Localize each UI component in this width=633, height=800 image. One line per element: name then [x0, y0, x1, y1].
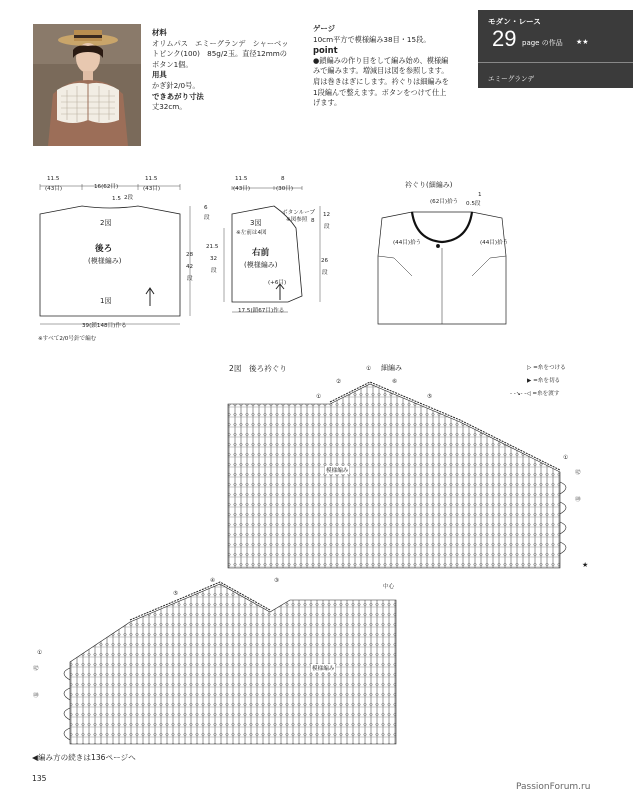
- collar-title: 衿ぐり(細編み): [405, 181, 453, 189]
- front-title: 右前: [252, 248, 270, 258]
- collar-center: (62目)拾う: [430, 199, 459, 205]
- gauge-point-block: [313, 24, 473, 109]
- point-line-2: みで編みます。増減目は図を参照します。: [313, 66, 449, 76]
- back-right-6-row: 段: [204, 215, 210, 221]
- legend-attach: ▷ =糸をつける: [527, 365, 566, 371]
- front-left-32: 32: [210, 256, 218, 262]
- front-increase: (+6目): [268, 280, 287, 286]
- banner-number: 29: [492, 26, 517, 51]
- point-line-1: ●鎖編みの作り目をして編み始め、模様編: [313, 55, 449, 65]
- chart-mark-7: ㊷: [575, 470, 581, 476]
- front-right-26-row: 段: [322, 270, 328, 276]
- front-dim-left-st: (43目): [233, 186, 251, 192]
- chart-low-mark-2: ④: [210, 578, 216, 584]
- banner-category: モダン・レース: [488, 17, 541, 26]
- banner-yarn: エミーグランデ: [488, 75, 535, 83]
- gauge-line: 10cm平方で模様編み38目・15段。: [313, 34, 431, 44]
- legend-attach-text: =糸をつける: [533, 365, 566, 371]
- point-line-5: げます。: [313, 98, 342, 108]
- gauge-heading: ゲージ: [313, 24, 336, 33]
- front-bottom-dim: 17.5(鎖67目)作る: [238, 308, 285, 314]
- tools-line: かぎ針2/0号。: [152, 80, 200, 90]
- chart-lower-pattern: 模様編み: [312, 666, 335, 672]
- chart-mark-4: ①: [316, 394, 322, 400]
- chart-low-mark-4: ①: [37, 650, 43, 656]
- materials-line-2: トピンク(100) 85g/2玉。直径12mmの: [152, 49, 287, 59]
- chart-mark-3: ⑥: [392, 379, 398, 385]
- chart-upper: [220, 372, 580, 572]
- front-right-8: 8: [311, 218, 315, 224]
- point-line-3: 肩は巻きはぎにします。衿ぐりは細編みを: [313, 76, 449, 86]
- front-left-32-row: 段: [211, 268, 217, 274]
- point-line-4: 1段編んで整えます。ボタンをつけて仕上: [313, 87, 447, 97]
- chart-mark-8: ㊵: [575, 497, 581, 503]
- back-dim-right-st: (43目): [143, 186, 161, 192]
- banner-page-text: page の作品: [522, 39, 563, 47]
- front-schematic: [216, 176, 336, 326]
- front-right-26: 26: [321, 258, 329, 264]
- button-loop-label: ボタンループ: [282, 210, 316, 216]
- button-loop-ref: ※図参照: [286, 217, 308, 223]
- back-dim-right: 11.5: [145, 176, 158, 182]
- needle-note: ※すべて2/0号針で編む: [38, 336, 97, 342]
- front-dim-center: 8: [281, 176, 285, 182]
- chart-low-mark-5: ㊷: [33, 666, 39, 672]
- back-bottom-dim: 39(鎖148目)作る: [82, 323, 127, 329]
- size-heading: できあがり寸法: [152, 91, 204, 101]
- front-dim-center-st: (30目): [276, 186, 294, 192]
- collar-dim-1: 1: [478, 192, 482, 198]
- back-shoulder-cm: 1.5: [112, 196, 121, 202]
- legend-cut-text: =糸を切る: [533, 378, 561, 384]
- back-right-42: 42: [186, 264, 194, 270]
- collar-schematic: [372, 196, 512, 326]
- chart-title: 2図 後ろ衿ぐり: [229, 364, 287, 373]
- legend-carry-text: =糸を渡す: [532, 391, 560, 397]
- size-line: 丈32cm。: [152, 102, 187, 112]
- back-title: 後ろ: [95, 244, 113, 254]
- tools-heading: 用具: [152, 70, 167, 80]
- back-fig-bottom: 1図: [100, 297, 112, 305]
- chart-mark-2: ①: [366, 366, 372, 372]
- back-right-6: 6: [204, 205, 208, 211]
- section-banner: [478, 10, 633, 88]
- back-dim-left-st: (43目): [45, 186, 63, 192]
- materials-heading: 材料: [152, 28, 167, 37]
- collar-dim-2: 0.5段: [466, 201, 481, 207]
- chart-low-mark-1: ⑤: [173, 591, 179, 597]
- chart-upper-pattern: 模様編み: [326, 468, 349, 474]
- materials-block: [152, 28, 312, 113]
- legend-cut: ▶ =糸を切る: [527, 378, 561, 384]
- page-number: 135: [32, 774, 47, 783]
- chart-mark-5: ⑤: [427, 394, 433, 400]
- model-photo: [33, 24, 141, 146]
- back-shoulder-rows: 2段: [124, 195, 134, 201]
- back-dim-left: 11.5: [47, 176, 60, 182]
- banner-stars: ★★: [576, 38, 589, 46]
- front-subtitle: (模様編み): [244, 261, 278, 269]
- chart-star: ★: [582, 561, 589, 569]
- continuation-note: ◀編み方の続きは136ページへ: [32, 753, 136, 762]
- front-dim-left: 11.5: [235, 176, 248, 182]
- front-right-12: 12: [323, 212, 331, 218]
- materials-line-1: オリムパス エミーグランデ シャーベッ: [152, 38, 289, 48]
- chart-mark-6: ①: [563, 455, 569, 461]
- front-right-12-row: 段: [324, 224, 330, 230]
- collar-left: (44目)拾う: [393, 240, 422, 246]
- chart-mark-1: ②: [336, 379, 342, 385]
- back-right-28: 28: [186, 252, 194, 258]
- front-left-215: 21.5: [206, 244, 219, 250]
- collar-right: (44目)拾う: [480, 240, 509, 246]
- chart-low-mark-6: ㊵: [33, 693, 39, 699]
- chart-lower: [50, 572, 410, 752]
- legend-carry: - -↘- -◁ =糸を渡す: [510, 391, 560, 397]
- materials-line-3: ボタン1個。: [152, 59, 193, 69]
- watermark: PassionForum.ru: [516, 782, 591, 792]
- banner-divider: [478, 62, 633, 63]
- back-dim-center: 16(62目): [94, 184, 119, 190]
- chart-low-mark-3: ③: [274, 578, 280, 584]
- chart-edge-label: 細編み: [381, 364, 402, 372]
- back-subtitle: (模様編み): [88, 257, 122, 265]
- back-right-42-row: 段: [187, 276, 193, 282]
- front-fig: 3図: [250, 219, 262, 227]
- back-fig-top: 2図: [100, 219, 112, 227]
- point-heading: point: [313, 45, 338, 56]
- chart-center-label: 中心: [383, 584, 395, 590]
- front-fig-note: ※左前は4図: [236, 230, 267, 236]
